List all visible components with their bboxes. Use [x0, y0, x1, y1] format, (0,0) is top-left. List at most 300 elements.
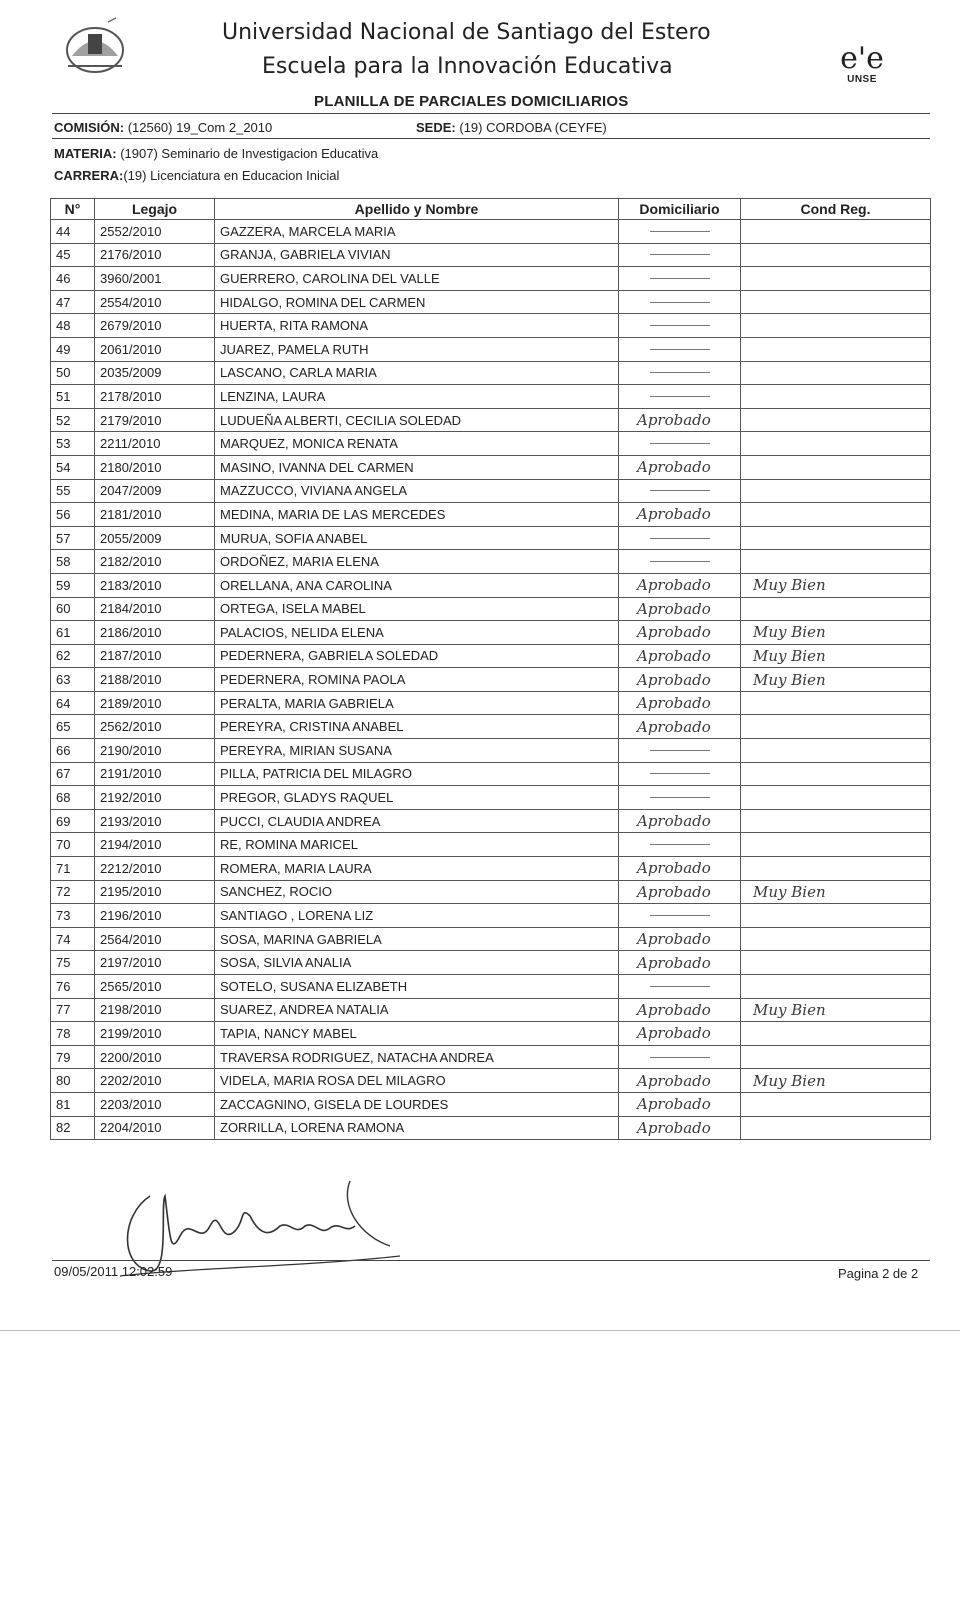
row-legajo: 2184/2010	[95, 597, 215, 621]
row-domiciliario	[619, 220, 741, 244]
row-domiciliario	[619, 526, 741, 550]
row-cond-reg	[741, 857, 931, 881]
row-student-name: ZACCAGNINO, GISELA DE LOURDES	[215, 1092, 619, 1116]
blank-dash-mark	[650, 773, 710, 774]
row-domiciliario	[619, 786, 741, 810]
table-row	[51, 597, 931, 621]
row-cond-reg	[741, 503, 931, 527]
table-row	[51, 762, 931, 786]
handwritten-status: Aprobado	[637, 670, 711, 689]
handwritten-status: Aprobado	[637, 717, 711, 736]
row-legajo: 2187/2010	[95, 644, 215, 668]
row-number: 49	[51, 337, 95, 361]
row-student-name: SUAREZ, ANDREA NATALIA	[215, 998, 619, 1022]
materia-label: MATERIA:	[54, 146, 117, 161]
row-domiciliario	[619, 243, 741, 267]
row-legajo: 2552/2010	[95, 220, 215, 244]
table-row	[51, 739, 931, 763]
handwritten-grade: Muy Bien	[753, 670, 826, 689]
row-legajo: 2181/2010	[95, 503, 215, 527]
blank-dash-mark	[650, 1057, 710, 1058]
table-row	[51, 361, 931, 385]
row-legajo: 2192/2010	[95, 786, 215, 810]
table-body	[51, 220, 931, 1140]
row-cond-reg	[741, 786, 931, 810]
unse-logo-glyph: e'e	[840, 41, 884, 76]
materia-field	[54, 146, 378, 161]
row-number: 72	[51, 880, 95, 904]
blank-dash-mark	[650, 915, 710, 916]
row-domiciliario	[619, 337, 741, 361]
row-number: 47	[51, 290, 95, 314]
row-student-name: PREGOR, GLADYS RAQUEL	[215, 786, 619, 810]
row-domiciliario	[619, 432, 741, 456]
row-legajo: 2211/2010	[95, 432, 215, 456]
table-row	[51, 573, 931, 597]
row-student-name: MURUA, SOFIA ANABEL	[215, 526, 619, 550]
blank-dash-mark	[650, 844, 710, 845]
row-number: 45	[51, 243, 95, 267]
column-header-name: Apellido y Nombre	[215, 199, 619, 220]
row-domiciliario	[619, 833, 741, 857]
row-cond-reg	[741, 361, 931, 385]
header-rule	[52, 113, 930, 114]
row-cond-reg	[741, 243, 931, 267]
row-cond-reg	[741, 597, 931, 621]
row-domiciliario	[619, 1022, 741, 1046]
handwritten-status: Aprobado	[637, 812, 711, 831]
table-row	[51, 1069, 931, 1093]
carrera-value: (19) Licenciatura en Educacion Inicial	[123, 168, 340, 183]
column-header-cond-reg: Cond Reg.	[741, 199, 931, 220]
row-student-name: LASCANO, CARLA MARIA	[215, 361, 619, 385]
row-cond-reg	[741, 1092, 931, 1116]
row-number: 56	[51, 503, 95, 527]
table-row	[51, 833, 931, 857]
row-domiciliario	[619, 975, 741, 999]
table-row	[51, 290, 931, 314]
row-legajo: 2562/2010	[95, 715, 215, 739]
handwritten-status: Aprobado	[637, 1024, 711, 1043]
row-cond-reg	[741, 1069, 931, 1093]
row-number: 63	[51, 668, 95, 692]
row-student-name: TAPIA, NANCY MABEL	[215, 1022, 619, 1046]
row-domiciliario	[619, 1092, 741, 1116]
blank-dash-mark	[650, 986, 710, 987]
row-cond-reg	[741, 408, 931, 432]
row-number: 70	[51, 833, 95, 857]
row-domiciliario	[619, 857, 741, 881]
row-cond-reg	[741, 762, 931, 786]
row-number: 61	[51, 621, 95, 645]
row-student-name: PUCCI, CLAUDIA ANDREA	[215, 809, 619, 833]
table-row	[51, 526, 931, 550]
unse-logo-label: UNSE	[847, 74, 877, 85]
sede-value: (19) CORDOBA (CEYFE)	[459, 120, 607, 135]
sede-field	[416, 120, 607, 135]
row-number: 77	[51, 998, 95, 1022]
row-domiciliario	[619, 927, 741, 951]
row-cond-reg	[741, 432, 931, 456]
handwritten-grade: Muy Bien	[753, 576, 826, 595]
row-domiciliario	[619, 762, 741, 786]
print-datetime: 09/05/2011 12:02:59	[54, 1264, 173, 1279]
row-legajo: 2035/2009	[95, 361, 215, 385]
institution-name: Universidad Nacional de Santiago del Estero	[222, 20, 711, 45]
table-row	[51, 998, 931, 1022]
handwritten-status: Aprobado	[637, 505, 711, 524]
row-legajo: 2204/2010	[95, 1116, 215, 1140]
table-row	[51, 385, 931, 409]
table-row	[51, 786, 931, 810]
handwritten-status: Aprobado	[637, 1071, 711, 1090]
row-number: 73	[51, 904, 95, 928]
table-row	[51, 809, 931, 833]
row-domiciliario	[619, 290, 741, 314]
handwritten-grade: Muy Bien	[753, 623, 826, 642]
row-cond-reg	[741, 833, 931, 857]
row-cond-reg	[741, 880, 931, 904]
row-number: 57	[51, 526, 95, 550]
row-domiciliario	[619, 998, 741, 1022]
sede-label: SEDE:	[416, 120, 456, 135]
row-student-name: RE, ROMINA MARICEL	[215, 833, 619, 857]
table-row	[51, 927, 931, 951]
table-row	[51, 1022, 931, 1046]
row-cond-reg	[741, 314, 931, 338]
row-student-name: HUERTA, RITA RAMONA	[215, 314, 619, 338]
carrera-field	[54, 168, 339, 183]
table-row	[51, 644, 931, 668]
handwritten-status: Aprobado	[637, 599, 711, 618]
row-domiciliario	[619, 314, 741, 338]
table-row	[51, 220, 931, 244]
row-legajo: 2061/2010	[95, 337, 215, 361]
table-row	[51, 668, 931, 692]
row-cond-reg	[741, 479, 931, 503]
blank-dash-mark	[650, 372, 710, 373]
handwritten-status: Aprobado	[637, 930, 711, 949]
row-domiciliario	[619, 1116, 741, 1140]
table-row	[51, 715, 931, 739]
row-student-name: PEREYRA, CRISTINA ANABEL	[215, 715, 619, 739]
column-header-legajo: Legajo	[95, 199, 215, 220]
row-student-name: MARQUEZ, MONICA RENATA	[215, 432, 619, 456]
university-seal-icon	[58, 16, 132, 78]
row-student-name: GAZZERA, MARCELA MARIA	[215, 220, 619, 244]
materia-value: (1907) Seminario de Investigacion Educativa	[120, 146, 379, 161]
row-domiciliario	[619, 644, 741, 668]
row-legajo: 2564/2010	[95, 927, 215, 951]
column-header-number: N°	[51, 199, 95, 220]
row-number: 74	[51, 927, 95, 951]
table-row	[51, 691, 931, 715]
row-cond-reg	[741, 809, 931, 833]
row-domiciliario	[619, 573, 741, 597]
row-number: 79	[51, 1045, 95, 1069]
row-cond-reg	[741, 975, 931, 999]
row-number: 76	[51, 975, 95, 999]
blank-dash-mark	[650, 325, 710, 326]
row-number: 51	[51, 385, 95, 409]
row-domiciliario	[619, 715, 741, 739]
table-row	[51, 975, 931, 999]
handwritten-status: Aprobado	[637, 623, 711, 642]
row-domiciliario	[619, 408, 741, 432]
row-number: 50	[51, 361, 95, 385]
blank-dash-mark	[650, 443, 710, 444]
row-cond-reg	[741, 904, 931, 928]
row-legajo: 2186/2010	[95, 621, 215, 645]
row-cond-reg	[741, 691, 931, 715]
row-cond-reg	[741, 290, 931, 314]
table-row	[51, 951, 931, 975]
row-legajo: 2198/2010	[95, 998, 215, 1022]
row-number: 44	[51, 220, 95, 244]
comision-label: COMISIÓN:	[54, 120, 125, 135]
row-legajo: 2202/2010	[95, 1069, 215, 1093]
row-student-name: PEDERNERA, GABRIELA SOLEDAD	[215, 644, 619, 668]
row-number: 68	[51, 786, 95, 810]
row-number: 46	[51, 267, 95, 291]
row-legajo: 2199/2010	[95, 1022, 215, 1046]
row-number: 53	[51, 432, 95, 456]
row-number: 78	[51, 1022, 95, 1046]
students-table	[50, 198, 931, 1140]
row-student-name: MEDINA, MARIA DE LAS MERCEDES	[215, 503, 619, 527]
row-legajo: 2047/2009	[95, 479, 215, 503]
row-cond-reg	[741, 951, 931, 975]
handwritten-status: Aprobado	[637, 458, 711, 477]
row-student-name: VIDELA, MARIA ROSA DEL MILAGRO	[215, 1069, 619, 1093]
row-cond-reg	[741, 455, 931, 479]
handwritten-status: Aprobado	[637, 953, 711, 972]
row-student-name: ORELLANA, ANA CAROLINA	[215, 573, 619, 597]
row-domiciliario	[619, 267, 741, 291]
row-legajo: 2195/2010	[95, 880, 215, 904]
blank-dash-mark	[650, 797, 710, 798]
table-row	[51, 432, 931, 456]
handwritten-status: Aprobado	[637, 1118, 711, 1137]
row-student-name: GUERRERO, CAROLINA DEL VALLE	[215, 267, 619, 291]
row-number: 48	[51, 314, 95, 338]
row-domiciliario	[619, 621, 741, 645]
row-legajo: 2197/2010	[95, 951, 215, 975]
table-row	[51, 880, 931, 904]
row-student-name: LUDUEÑA ALBERTI, CECILIA SOLEDAD	[215, 408, 619, 432]
document-title: PLANILLA DE PARCIALES DOMICILIARIOS	[314, 93, 629, 110]
row-legajo: 2193/2010	[95, 809, 215, 833]
row-legajo: 2679/2010	[95, 314, 215, 338]
row-cond-reg	[741, 220, 931, 244]
blank-dash-mark	[650, 302, 710, 303]
row-student-name: ZORRILLA, LORENA RAMONA	[215, 1116, 619, 1140]
row-cond-reg	[741, 715, 931, 739]
row-cond-reg	[741, 573, 931, 597]
row-number: 65	[51, 715, 95, 739]
row-number: 66	[51, 739, 95, 763]
row-student-name: TRAVERSA RODRIGUEZ, NATACHA ANDREA	[215, 1045, 619, 1069]
row-domiciliario	[619, 479, 741, 503]
row-number: 82	[51, 1116, 95, 1140]
row-student-name: LENZINA, LAURA	[215, 385, 619, 409]
row-domiciliario	[619, 1045, 741, 1069]
row-legajo: 2200/2010	[95, 1045, 215, 1069]
blank-dash-mark	[650, 254, 710, 255]
row-legajo: 2565/2010	[95, 975, 215, 999]
row-domiciliario	[619, 691, 741, 715]
row-student-name: SOSA, SILVIA ANALIA	[215, 951, 619, 975]
row-legajo: 2190/2010	[95, 739, 215, 763]
table-row	[51, 904, 931, 928]
table-row	[51, 1092, 931, 1116]
table-row	[51, 550, 931, 574]
row-student-name: SANTIAGO , LORENA LIZ	[215, 904, 619, 928]
school-name: Escuela para la Innovación Educativa	[262, 54, 673, 79]
row-number: 62	[51, 644, 95, 668]
row-cond-reg	[741, 644, 931, 668]
handwritten-status: Aprobado	[637, 1000, 711, 1019]
row-domiciliario	[619, 455, 741, 479]
row-legajo: 2212/2010	[95, 857, 215, 881]
row-number: 59	[51, 573, 95, 597]
carrera-label: CARRERA:	[54, 168, 124, 183]
row-cond-reg	[741, 526, 931, 550]
row-legajo: 2196/2010	[95, 904, 215, 928]
handwritten-grade: Muy Bien	[753, 646, 826, 665]
table-row	[51, 243, 931, 267]
row-domiciliario	[619, 385, 741, 409]
comision-field	[54, 120, 272, 135]
table-row	[51, 337, 931, 361]
row-number: 52	[51, 408, 95, 432]
scan-edge-rule	[0, 1330, 960, 1331]
row-domiciliario	[619, 503, 741, 527]
handwritten-status: Aprobado	[637, 576, 711, 595]
blank-dash-mark	[650, 231, 710, 232]
table-row	[51, 857, 931, 881]
row-number: 81	[51, 1092, 95, 1116]
handwritten-grade: Muy Bien	[753, 1000, 826, 1019]
row-domiciliario	[619, 951, 741, 975]
row-legajo: 2194/2010	[95, 833, 215, 857]
unse-logo	[834, 41, 890, 85]
row-legajo: 2182/2010	[95, 550, 215, 574]
row-student-name: SOTELO, SUSANA ELIZABETH	[215, 975, 619, 999]
row-student-name: PEDERNERA, ROMINA PAOLA	[215, 668, 619, 692]
blank-dash-mark	[650, 538, 710, 539]
blank-dash-mark	[650, 750, 710, 751]
blank-dash-mark	[650, 278, 710, 279]
blank-dash-mark	[650, 396, 710, 397]
comision-value: (12560) 19_Com 2_2010	[127, 120, 273, 135]
row-cond-reg	[741, 927, 931, 951]
row-student-name: PERALTA, MARIA GABRIELA	[215, 691, 619, 715]
row-student-name: SOSA, MARINA GABRIELA	[215, 927, 619, 951]
row-legajo: 2203/2010	[95, 1092, 215, 1116]
row-student-name: GRANJA, GABRIELA VIVIAN	[215, 243, 619, 267]
table-header-row	[51, 199, 931, 220]
row-domiciliario	[619, 1069, 741, 1093]
table-row	[51, 267, 931, 291]
blank-dash-mark	[650, 490, 710, 491]
table-row	[51, 621, 931, 645]
table-row	[51, 503, 931, 527]
row-domiciliario	[619, 880, 741, 904]
table-row	[51, 1116, 931, 1140]
row-cond-reg	[741, 998, 931, 1022]
row-legajo: 2179/2010	[95, 408, 215, 432]
row-number: 64	[51, 691, 95, 715]
handwritten-status: Aprobado	[637, 411, 711, 430]
row-student-name: SANCHEZ, ROCIO	[215, 880, 619, 904]
handwritten-status: Aprobado	[637, 859, 711, 878]
table-row	[51, 314, 931, 338]
handwritten-status: Aprobado	[637, 694, 711, 713]
row-student-name: PEREYRA, MIRIAN SUSANA	[215, 739, 619, 763]
row-legajo: 2180/2010	[95, 455, 215, 479]
handwritten-grade: Muy Bien	[753, 1071, 826, 1090]
row-student-name: ROMERA, MARIA LAURA	[215, 857, 619, 881]
row-domiciliario	[619, 739, 741, 763]
row-legajo: 2191/2010	[95, 762, 215, 786]
row-student-name: ORTEGA, ISELA MABEL	[215, 597, 619, 621]
row-cond-reg	[741, 739, 931, 763]
row-cond-reg	[741, 385, 931, 409]
row-cond-reg	[741, 1022, 931, 1046]
row-number: 54	[51, 455, 95, 479]
row-number: 71	[51, 857, 95, 881]
handwritten-grade: Muy Bien	[753, 882, 826, 901]
row-student-name: HIDALGO, ROMINA DEL CARMEN	[215, 290, 619, 314]
row-student-name: MAZZUCCO, VIVIANA ANGELA	[215, 479, 619, 503]
row-student-name: MASINO, IVANNA DEL CARMEN	[215, 455, 619, 479]
table-row	[51, 408, 931, 432]
handwritten-status: Aprobado	[637, 1095, 711, 1114]
row-legajo: 2055/2009	[95, 526, 215, 550]
row-number: 60	[51, 597, 95, 621]
row-legajo: 2178/2010	[95, 385, 215, 409]
row-cond-reg	[741, 621, 931, 645]
row-domiciliario	[619, 809, 741, 833]
row-number: 58	[51, 550, 95, 574]
row-cond-reg	[741, 337, 931, 361]
handwritten-status: Aprobado	[637, 882, 711, 901]
row-legajo: 2189/2010	[95, 691, 215, 715]
row-domiciliario	[619, 597, 741, 621]
meta-rule	[52, 138, 930, 139]
row-number: 75	[51, 951, 95, 975]
row-number: 67	[51, 762, 95, 786]
row-cond-reg	[741, 1116, 931, 1140]
row-domiciliario	[619, 361, 741, 385]
footer-rule	[52, 1260, 930, 1261]
row-student-name: PILLA, PATRICIA DEL MILAGRO	[215, 762, 619, 786]
row-cond-reg	[741, 668, 931, 692]
column-header-domiciliario: Domiciliario	[619, 199, 741, 220]
page-number: Pagina 2 de 2	[838, 1266, 919, 1281]
row-student-name: PALACIOS, NELIDA ELENA	[215, 621, 619, 645]
row-domiciliario	[619, 668, 741, 692]
handwritten-status: Aprobado	[637, 646, 711, 665]
row-student-name: JUAREZ, PAMELA RUTH	[215, 337, 619, 361]
row-domiciliario	[619, 904, 741, 928]
row-legajo: 2188/2010	[95, 668, 215, 692]
row-student-name: ORDOÑEZ, MARIA ELENA	[215, 550, 619, 574]
row-domiciliario	[619, 550, 741, 574]
row-number: 80	[51, 1069, 95, 1093]
row-cond-reg	[741, 1045, 931, 1069]
